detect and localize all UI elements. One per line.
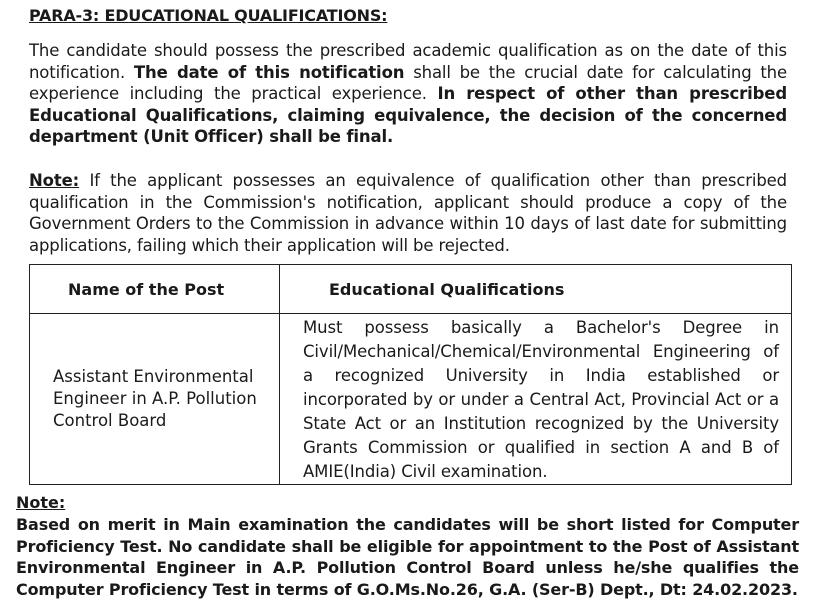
qualification-cell: Must possess basically a Bachelor's Degree in Civil/Mechanical/Chemical/Environmental Engineering of a recognized University in India established or incorporated by or under a Central Act, Provincial Act or a State Act or an Institution recognized by the University Grants Commission or qualified in section A and B of AMIE(India) Civil examination. bbox=[280, 314, 792, 485]
note-text: If the applicant possesses an equivalence of qualification other than prescribed qualification in the Commission's notification, applicant should produce a copy of the Government Orders to the Commission in advance within 10 days of last date for submitting applications, failing which their application will be rejected. bbox=[29, 171, 787, 255]
equivalence-note-paragraph bbox=[29, 170, 787, 256]
table-header-row bbox=[30, 265, 792, 314]
section-heading: PARA-3: EDUCATIONAL QUALIFICATIONS: bbox=[29, 6, 388, 25]
qualification-paragraph bbox=[29, 40, 787, 148]
header-post-label: Name of the Post bbox=[68, 279, 225, 299]
header-post bbox=[30, 265, 280, 314]
header-qualification-label: Educational Qualifications bbox=[329, 279, 565, 299]
para1-text-1: The candidate should possess the prescribed academic qualification as on the date of this notification. bbox=[29, 41, 787, 82]
table-row bbox=[30, 314, 792, 485]
para1-bold-2: In respect of other than prescribed Educational Qualifications, claiming equivalence, the decision of the concerned department (Unit Officer) shall be final. bbox=[29, 84, 787, 146]
note-label: Note: bbox=[29, 171, 80, 190]
merit-note-text: Based on merit in Main examination the candidates will be short listed for Computer Proficiency Test. No candidate shall be eligible for appointment to the Post of Assistant Environmental Engineer in A.P. Pollution Control Board unless he/she qualifies the Computer Proficiency Test in terms of G.O.Ms.No.26, G.A. (Ser-B) Dept., Dt: 24.02.2023. bbox=[16, 515, 799, 599]
post-name-cell: Assistant Environmental Engineer in A.P. Pollution Control Board bbox=[30, 314, 280, 485]
para1-text-2: shall be the crucial date for calculating the experience including the practical experience. bbox=[29, 62, 787, 103]
merit-note-title: Note: bbox=[16, 493, 66, 512]
para1-bold-1: The date of this notification bbox=[133, 62, 405, 82]
qualification-table bbox=[29, 264, 792, 485]
header-qualification bbox=[280, 265, 792, 314]
